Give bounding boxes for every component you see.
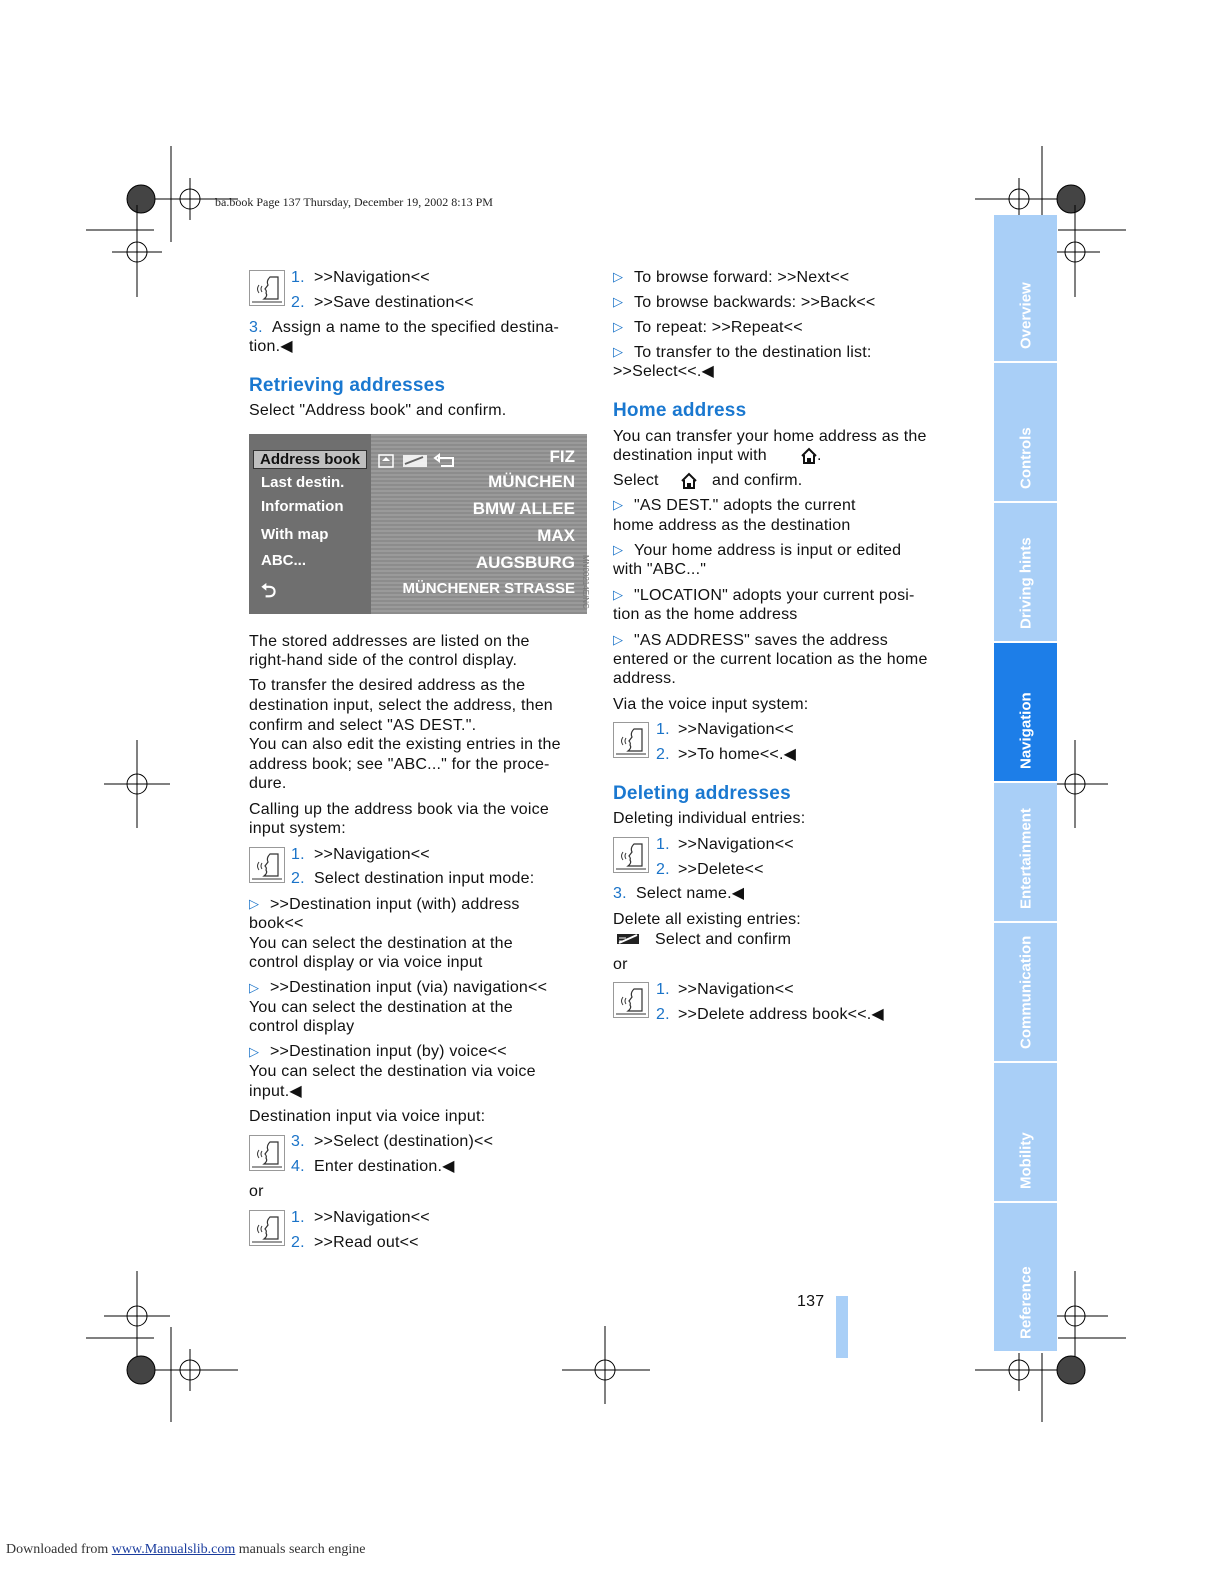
tab-reference[interactable]: Reference: [994, 1203, 1057, 1353]
step-text: Enter destination.◀: [314, 1158, 455, 1175]
bullet-triangle-icon: ▷: [613, 497, 623, 512]
paragraph: right-hand side of the control display.: [249, 652, 518, 669]
step-number: 1.: [291, 269, 305, 286]
bullet-text: "AS ADDRESS" saves the address: [634, 632, 888, 649]
bullet-text: home address as the destination: [613, 517, 851, 534]
step-number: 2.: [291, 294, 305, 311]
step-number: 1.: [656, 981, 670, 998]
footer: Downloaded from www.Manualslib.com manuals search engine: [6, 1542, 366, 1557]
step-number: 1.: [656, 836, 670, 853]
bullet-text: "AS DEST." adopts the current: [634, 497, 856, 514]
step-text: >>Save destination<<: [314, 294, 474, 311]
voice-command-icon: [613, 722, 649, 758]
page-marker-bar: [836, 1296, 848, 1358]
voice-command-icon: [249, 847, 285, 883]
menu-item-abc: ABC...: [261, 552, 306, 569]
address-entry: FIZ: [549, 447, 575, 466]
paragraph: destination input with: [613, 447, 767, 464]
step-number: 1.: [291, 1209, 305, 1226]
bullet-triangle-icon: ▷: [613, 294, 623, 309]
step-text: >>Read out<<: [314, 1234, 419, 1251]
paragraph: The stored addresses are listed on the: [249, 633, 530, 650]
step-text: Select destination input mode:: [314, 870, 535, 887]
paragraph: or: [613, 956, 628, 973]
tab-mobility[interactable]: Mobility: [994, 1063, 1057, 1203]
bullet-text: You can select the destination via voice: [249, 1063, 536, 1080]
screen-toolbar-icons: [377, 452, 457, 475]
paragraph: address book; see "ABC..." for the proce-: [249, 756, 550, 773]
paragraph: or: [249, 1183, 264, 1200]
menu-item-address-book: Address book: [253, 450, 367, 469]
paragraph: Deleting individual entries:: [613, 810, 806, 827]
paragraph: Destination input via voice input:: [249, 1108, 486, 1125]
paragraph: Calling up the address book via the voice: [249, 801, 549, 818]
step-number: 3.: [249, 319, 263, 336]
step-number: 3.: [613, 885, 627, 902]
address-entry: MAX: [537, 526, 575, 545]
address-entry: AUGSBURG: [475, 553, 575, 572]
step-number: 2.: [291, 870, 305, 887]
paragraph: .: [817, 447, 822, 464]
bullet-text: address.: [613, 670, 676, 687]
heading-home-address: Home address: [613, 400, 747, 421]
bullet-text: control display: [249, 1018, 355, 1035]
step-text: >>Navigation<<: [678, 981, 794, 998]
bullet-triangle-icon: ▷: [613, 344, 623, 359]
bullet-text: To transfer to the destination list:: [634, 344, 872, 361]
paragraph: You can also edit the existing entries in the: [249, 736, 561, 753]
home-icon: [800, 447, 818, 470]
voice-command-icon: [613, 837, 649, 873]
paragraph: Delete all existing entries:: [613, 911, 801, 928]
step-text: >>Navigation<<: [678, 836, 794, 853]
paragraph: dure.: [249, 775, 287, 792]
step-text: >>Delete<<: [678, 861, 764, 878]
voice-command-icon: [613, 982, 649, 1018]
page-number: 137: [797, 1293, 825, 1310]
manualslib-link[interactable]: www.Manualslib.com: [111, 1542, 236, 1557]
step-number: 2.: [656, 746, 670, 763]
bullet-text: book<<: [249, 915, 304, 932]
heading-retrieving-addresses: Retrieving addresses: [249, 375, 446, 396]
bullet-triangle-icon: ▷: [613, 542, 623, 557]
bullet-triangle-icon: ▷: [613, 319, 623, 334]
paragraph: Select "Address book" and confirm.: [249, 402, 507, 419]
step-text: >>Navigation<<: [678, 721, 794, 738]
tab-overview[interactable]: Overview: [994, 215, 1057, 363]
bullet-text: "LOCATION" adopts your current posi-: [634, 587, 915, 604]
menu-item-with-map: With map: [261, 526, 329, 543]
step-number: 2.: [291, 1234, 305, 1251]
bullet-text: >>Destination input (via) navigation<<: [270, 979, 548, 996]
bullet-text: >>Destination input (with) address: [270, 896, 520, 913]
paragraph: Select and confirm: [655, 931, 792, 948]
step-text: >>Select (destination)<<: [314, 1133, 494, 1150]
address-list: [371, 434, 587, 614]
menu-item-information: Information: [261, 498, 344, 515]
bullet-triangle-icon: ▷: [249, 896, 259, 911]
delete-all-icon: [616, 932, 640, 951]
bullet-triangle-icon: ▷: [249, 1044, 259, 1059]
step-text: Assign a name to the specified destina-: [272, 319, 560, 336]
tab-controls[interactable]: Controls: [994, 363, 1057, 503]
bullet-text: input.◀: [249, 1083, 302, 1100]
bullet-text: tion as the home address: [613, 606, 798, 623]
step-text: >>Navigation<<: [314, 846, 430, 863]
bullet-triangle-icon: ▷: [613, 587, 623, 602]
bullet-triangle-icon: ▷: [249, 980, 259, 995]
step-text: >>Navigation<<: [314, 1209, 430, 1226]
home-icon: [680, 472, 698, 495]
step-number: 1.: [656, 721, 670, 738]
menu-item-last-destin: Last destin.: [261, 474, 345, 491]
voice-command-icon: [249, 1135, 285, 1171]
bullet-text: To browse backwards: >>Back<<: [634, 294, 876, 311]
voice-command-icon: [249, 1210, 285, 1246]
paragraph: confirm and select "AS DEST.".: [249, 717, 477, 734]
bullet-text: Your home address is input or edited: [634, 542, 902, 559]
tab-entertainment[interactable]: Entertainment: [994, 783, 1057, 923]
bullet-text: To repeat: >>Repeat<<: [634, 319, 803, 336]
paragraph: You can transfer your home address as the: [613, 428, 927, 445]
paragraph: Via the voice input system:: [613, 696, 809, 713]
bullet-text: >>Destination input (by) voice<<: [270, 1043, 507, 1060]
paragraph: and confirm.: [712, 472, 803, 489]
bullet-text: with "ABC...": [613, 561, 707, 578]
tab-navigation[interactable]: Navigation: [994, 643, 1057, 783]
paragraph: input system:: [249, 820, 346, 837]
bullet-text: To browse forward: >>Next<<: [634, 269, 850, 286]
bullet-text: >>Select<<.◀: [613, 363, 714, 380]
bullet-text: control display or via voice input: [249, 954, 483, 971]
control-display-address-book: [249, 434, 587, 614]
tab-driving-hints[interactable]: Driving hints: [994, 503, 1057, 643]
step-number: 2.: [656, 861, 670, 878]
bullet-text: entered or the current location as the home: [613, 651, 928, 668]
voice-command-icon: [249, 270, 285, 306]
print-header: ba.book Page 137 Thursday, December 19, 2002 8:13 PM: [215, 195, 493, 209]
address-entry: MÜNCHEN: [488, 472, 575, 491]
step-text: >>Delete address book<<.◀: [678, 1006, 884, 1023]
step-text: tion.◀: [249, 338, 293, 355]
step-text: >>Navigation<<: [314, 269, 430, 286]
bullet-text: You can select the destination at the: [249, 935, 513, 952]
bullet-triangle-icon: ▷: [613, 269, 623, 284]
step-text: >>To home<<.◀: [678, 746, 797, 763]
step-text: Select name.◀: [636, 885, 745, 902]
tab-communication[interactable]: Communication: [994, 923, 1057, 1063]
step-number: 2.: [656, 1006, 670, 1023]
step-number: 1.: [291, 846, 305, 863]
step-number: 4.: [291, 1158, 305, 1175]
heading-deleting-addresses: Deleting addresses: [613, 783, 791, 804]
bullet-text: You can select the destination at the: [249, 999, 513, 1016]
menu-panel: [249, 434, 371, 614]
paragraph: destination input, select the address, then: [249, 697, 553, 714]
step-number: 3.: [291, 1133, 305, 1150]
bullet-triangle-icon: ▷: [613, 632, 623, 647]
address-entry: BMW ALLEE: [472, 499, 575, 518]
paragraph: Select: [613, 472, 659, 489]
image-code: MN00214E/NC: [581, 555, 590, 609]
address-entry: MÜNCHENER STRASSE: [402, 580, 575, 597]
paragraph: To transfer the desired address as the: [249, 677, 526, 694]
back-arrow-icon: ⮌: [261, 581, 277, 602]
